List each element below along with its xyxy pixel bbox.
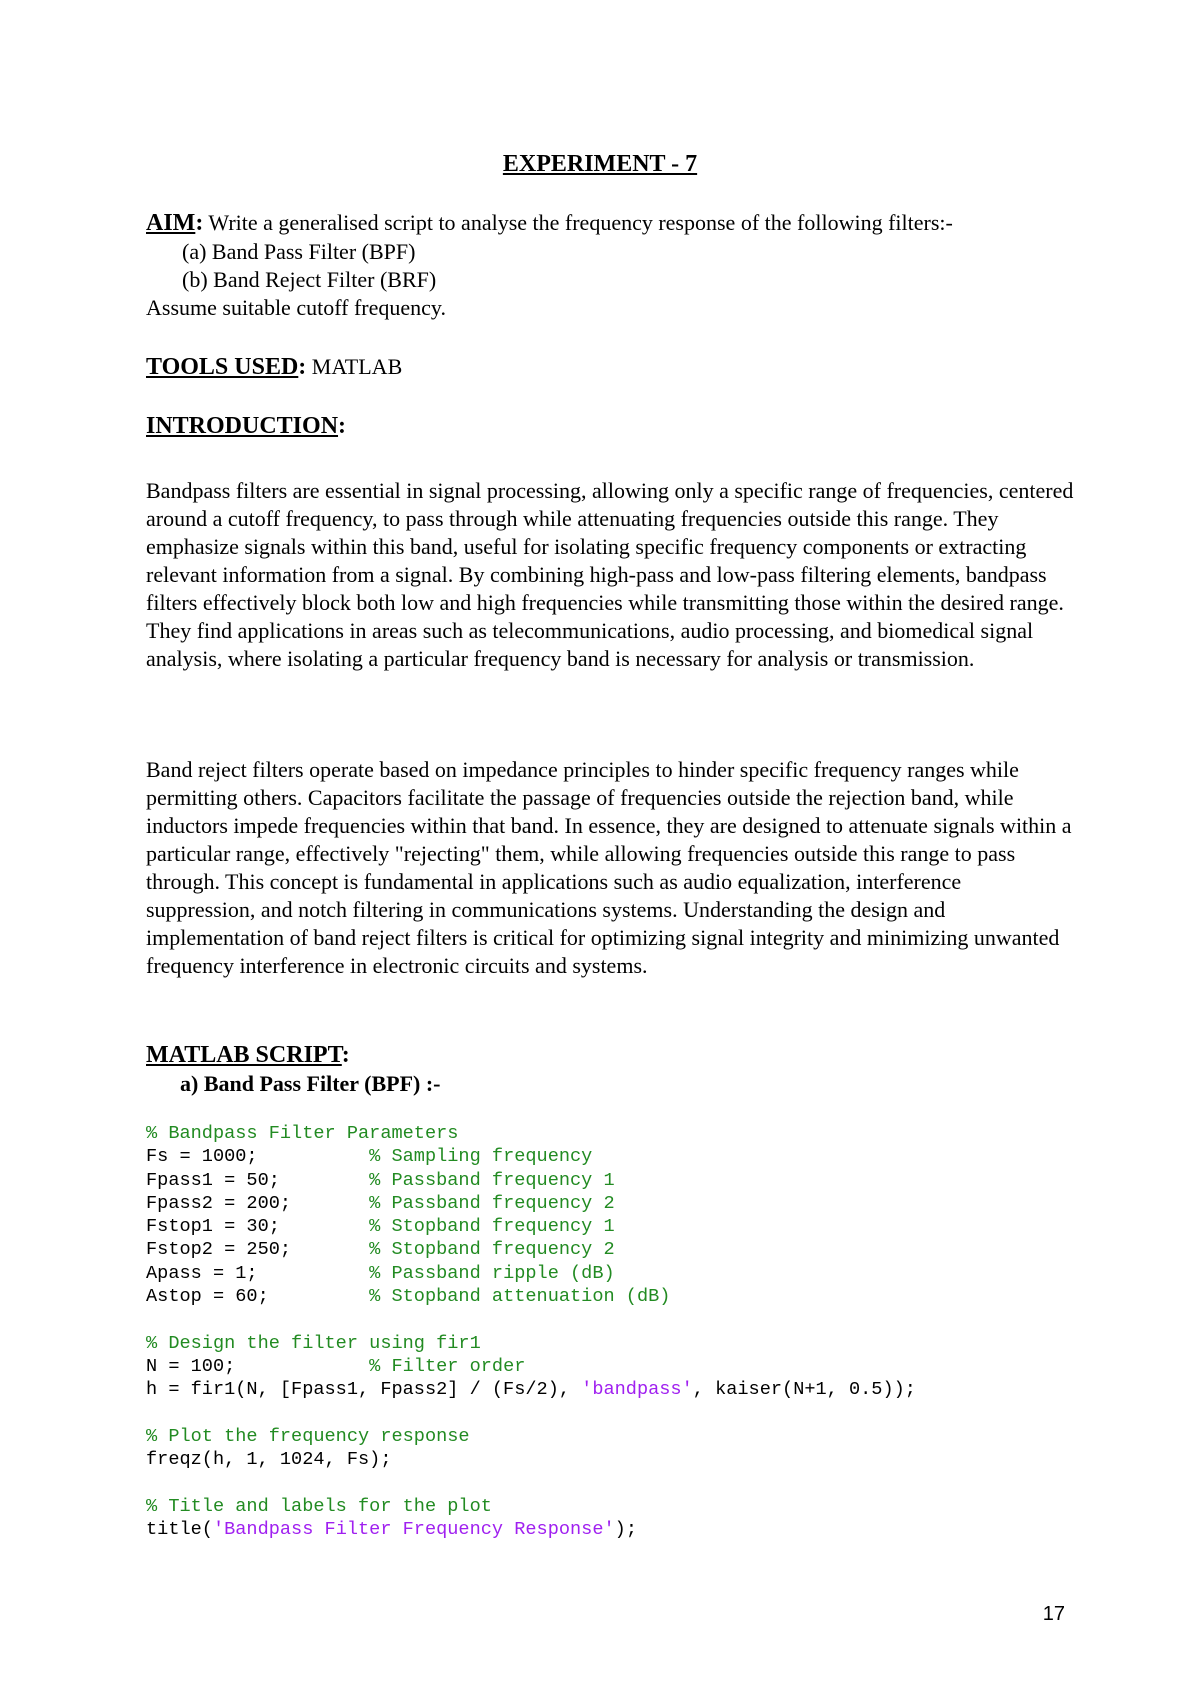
code-comment: % Plot the frequency response bbox=[146, 1425, 470, 1447]
tools-section bbox=[146, 352, 1076, 382]
code-line: Fstop1 = 30; % Stopband frequency 1 bbox=[146, 1216, 615, 1238]
tools-value: MATLAB bbox=[306, 354, 403, 379]
introduction-colon: : bbox=[338, 413, 347, 439]
matlab-script-colon: : bbox=[341, 1042, 350, 1068]
code-comment: % Title and labels for the plot bbox=[146, 1495, 492, 1517]
aim-label: AIM bbox=[146, 210, 196, 236]
introduction-label: INTRODUCTION bbox=[146, 413, 339, 439]
code-line: h = fir1(N, [Fpass1, Fpass2] / (Fs/2), 'bandpass', kaiser(N+1, 0.5)); bbox=[146, 1379, 916, 1401]
code-line: freqz(h, 1, 1024, Fs); bbox=[146, 1449, 392, 1471]
page-number: 17 bbox=[1042, 1603, 1065, 1625]
bpf-subheading: a) Band Pass Filter (BPF) :- bbox=[180, 1071, 441, 1096]
page-title: EXPERIMENT - 7 bbox=[502, 151, 698, 177]
code-line: Apass = 1; % Passband ripple (dB) bbox=[146, 1262, 615, 1284]
aim-item-b: (b) Band Reject Filter (BRF) bbox=[182, 267, 437, 292]
tools-label: TOOLS USED bbox=[146, 354, 299, 380]
aim-section bbox=[146, 208, 1076, 322]
code-line: Astop = 60; % Stopband attenuation (dB) bbox=[146, 1286, 671, 1308]
introduction-paragraph-2: Band reject filters operate based on impedance principles to hinder specific frequency ranges while permitting others. Capacitors facilitate the passage of frequencies outside the rejection band, while inductors impede frequencies within that band. In essence, they are designed to attenuate signals within a particular range, effectively "rejecting" them, while allowing frequencies outside this range to pass through. This concept is fundamental in applications such as audio equalization, interference suppression, and notch filtering in communications systems. Understanding the design and implementation of band reject filters is critical for optimizing signal integrity and minimizing unwanted frequency interference in electronic circuits and systems. bbox=[146, 757, 1072, 978]
code-line: Fstop2 = 250; % Stopband frequency 2 bbox=[146, 1239, 615, 1261]
matlab-script-label: MATLAB SCRIPT bbox=[146, 1042, 342, 1068]
introduction-heading bbox=[146, 411, 1076, 441]
code-line: Fpass1 = 50; % Passband frequency 1 bbox=[146, 1169, 615, 1191]
aim-list bbox=[146, 238, 1076, 294]
code-line: title('Bandpass Filter Frequency Response'); bbox=[146, 1519, 637, 1541]
tools-colon: : bbox=[298, 354, 307, 380]
code-comment: % Bandpass Filter Parameters bbox=[146, 1123, 459, 1144]
code-comment: % Design the filter using fir1 bbox=[146, 1332, 481, 1354]
aim-note: Assume suitable cutoff frequency. bbox=[146, 295, 446, 320]
introduction-paragraph-1: Bandpass filters are essential in signal processing, allowing only a specific range of frequencies, centered around a cutoff frequency, to pass through while attenuating frequencies outside this range. They emphasize signals within this band, useful for isolating specific frequency components or extracting relevant information from a signal. By combining high-pass and low-pass filtering elements, bandpass filters effectively block both low and high frequencies while transmitting those within the desired range. They find applications in areas such as telecommunications, audio processing, and biomedical signal analysis, where isolating a particular frequency band is necessary for analysis or transmission. bbox=[146, 478, 1074, 671]
code-line: Fs = 1000; % Sampling frequency bbox=[146, 1146, 593, 1168]
code-block bbox=[146, 1122, 1086, 1541]
code-line: Fpass2 = 200; % Passband frequency 2 bbox=[146, 1192, 615, 1214]
aim-colon: : bbox=[195, 210, 204, 236]
code-line: N = 100; % Filter order bbox=[146, 1355, 526, 1377]
aim-item-a: (a) Band Pass Filter (BPF) bbox=[182, 239, 416, 264]
aim-line bbox=[146, 208, 1076, 238]
aim-text: Write a generalised script to analyse the frequency response of the following filters:- bbox=[203, 210, 953, 235]
matlab-script-heading bbox=[146, 1040, 1076, 1070]
